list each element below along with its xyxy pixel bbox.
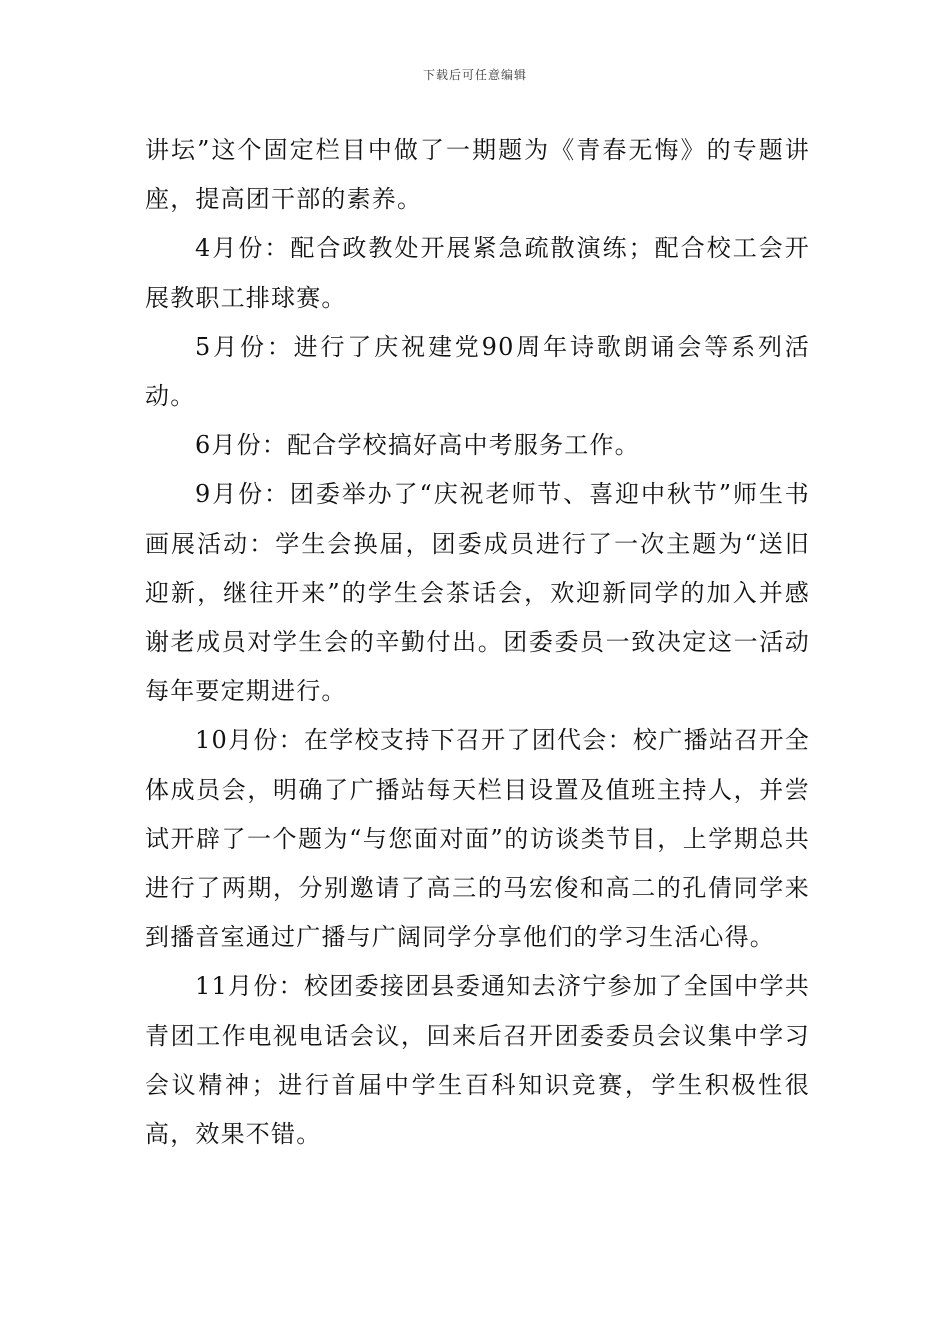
page-header-note: 下载后可任意编辑 (422, 68, 527, 82)
document-body (145, 126, 810, 1159)
paragraph-june: 6月份：配合学校搞好高中考服务工作。 (195, 431, 640, 460)
paragraph-november: 11月份：校团委接团县委通知去济宁参加了全国中学共青团工作电视电话会议，回来后召开团委委员会议集中学习会议精神；进行首届中学生百科知识竞赛，学生积极性很高，效果不错。 (145, 972, 810, 1149)
paragraph-may: 5月份：进行了庆祝建党90周年诗歌朗诵会等系列活动。 (145, 332, 810, 411)
paragraph-lecture-continuation: 讲坛”这个固定栏目中做了一期题为《青春无悔》的专题讲座，提高团干部的素养。 (145, 136, 810, 214)
paragraph-october: 10月份：在学校支持下召开了团代会：校广播站召开全体成员会，明确了广播站每天栏目设置及值班主持人，并尝试开辟了一个题为“与您面对面”的访谈类节目，上学期总共进行了两期，分别邀请了高三的马宏俊和高二的孔倩同学来到播音室通过广播与广阔同学分享他们的学习生活心得。 (145, 726, 810, 952)
paragraph-september: 9月份：团委举办了“庆祝老师节、喜迎中秋节”师生书画展活动：学生会换届，团委成员进行了一次主题为“送旧迎新，继往开来”的学生会茶话会，欢迎新同学的加入并感谢老成员对学生会的辛勤付出。团委委员一致决定这一活动每年要定期进行。 (145, 480, 810, 706)
paragraph-april: 4月份：配合政教处开展紧急疏散演练；配合校工会开展教职工排球赛。 (145, 234, 810, 312)
